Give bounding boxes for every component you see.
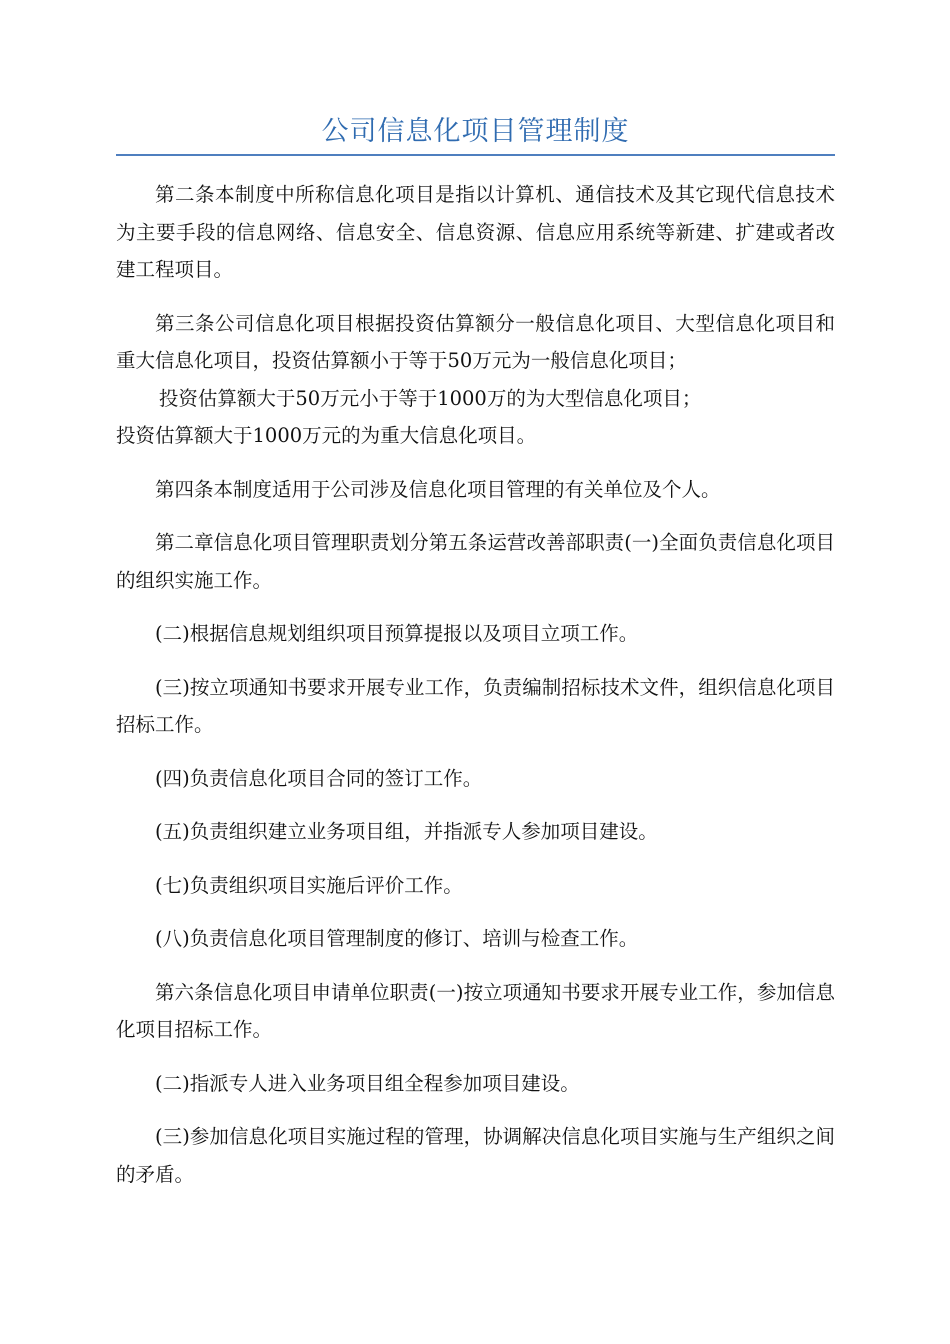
paragraph-article-2: 第二条本制度中所称信息化项目是指以计算机、通信技术及其它现代信息技术为主要手段的信息网络、信息安全、信息资源、信息应用系统等新建、扩建或者改建工程项目。: [116, 183, 835, 281]
paragraph-article-6-item-2: (二)指派专人进入业务项目组全程参加项目建设。: [155, 1071, 580, 1095]
paragraph-article-6: 第六条信息化项目申请单位职责(一)按立项通知书要求开展专业工作，参加信息化项目招标工作。: [116, 980, 835, 1041]
paragraph-item-7: (七)负责组织项目实施后评价工作。: [155, 873, 463, 897]
title-underline: [116, 154, 835, 156]
paragraph-article-3-line-2: 投资估算额大于50万元小于等于1000万的为大型信息化项目；: [158, 386, 702, 410]
paragraph-article-4: 第四条本制度适用于公司涉及信息化项目管理的有关单位及个人。: [155, 477, 721, 501]
paragraph-item-4: (四)负责信息化项目合同的签订工作。: [155, 766, 483, 790]
paragraph-item-3: (三)按立项通知书要求开展专业工作，负责编制招标技术文件，组织信息化项目招标工作。: [116, 675, 835, 736]
paragraph-article-3: [116, 305, 835, 455]
paragraph-article-3-line-1: 第三条公司信息化项目根据投资估算额分一般信息化项目、大型信息化项目和重大信息化项目，投资估算额小于等于50万元为一般信息化项目；: [116, 311, 835, 372]
paragraph-article-6-item-3: (三)参加信息化项目实施过程的管理，协调解决信息化项目实施与生产组织之间的矛盾。: [116, 1125, 835, 1186]
paragraph-item-8: (八)负责信息化项目管理制度的修订、培训与检查工作。: [155, 927, 639, 950]
paragraph-item-2: (二)根据信息规划组织项目预算提报以及项目立项工作。: [155, 622, 639, 645]
document-title: 公司信息化项目管理制度: [321, 116, 630, 147]
paragraph-article-3-line-3: 投资估算额大于1000万元的为重大信息化项目。: [116, 424, 537, 447]
paragraph-item-5: (五)负责组织建立业务项目组，并指派专人参加项目建设。: [155, 820, 658, 843]
paragraph-chapter-2: 第二章信息化项目管理职责划分第五条运营改善部职责(一)全面负责信息化项目的组织实施工作。: [116, 531, 835, 592]
document-page: [116, 110, 835, 1209]
